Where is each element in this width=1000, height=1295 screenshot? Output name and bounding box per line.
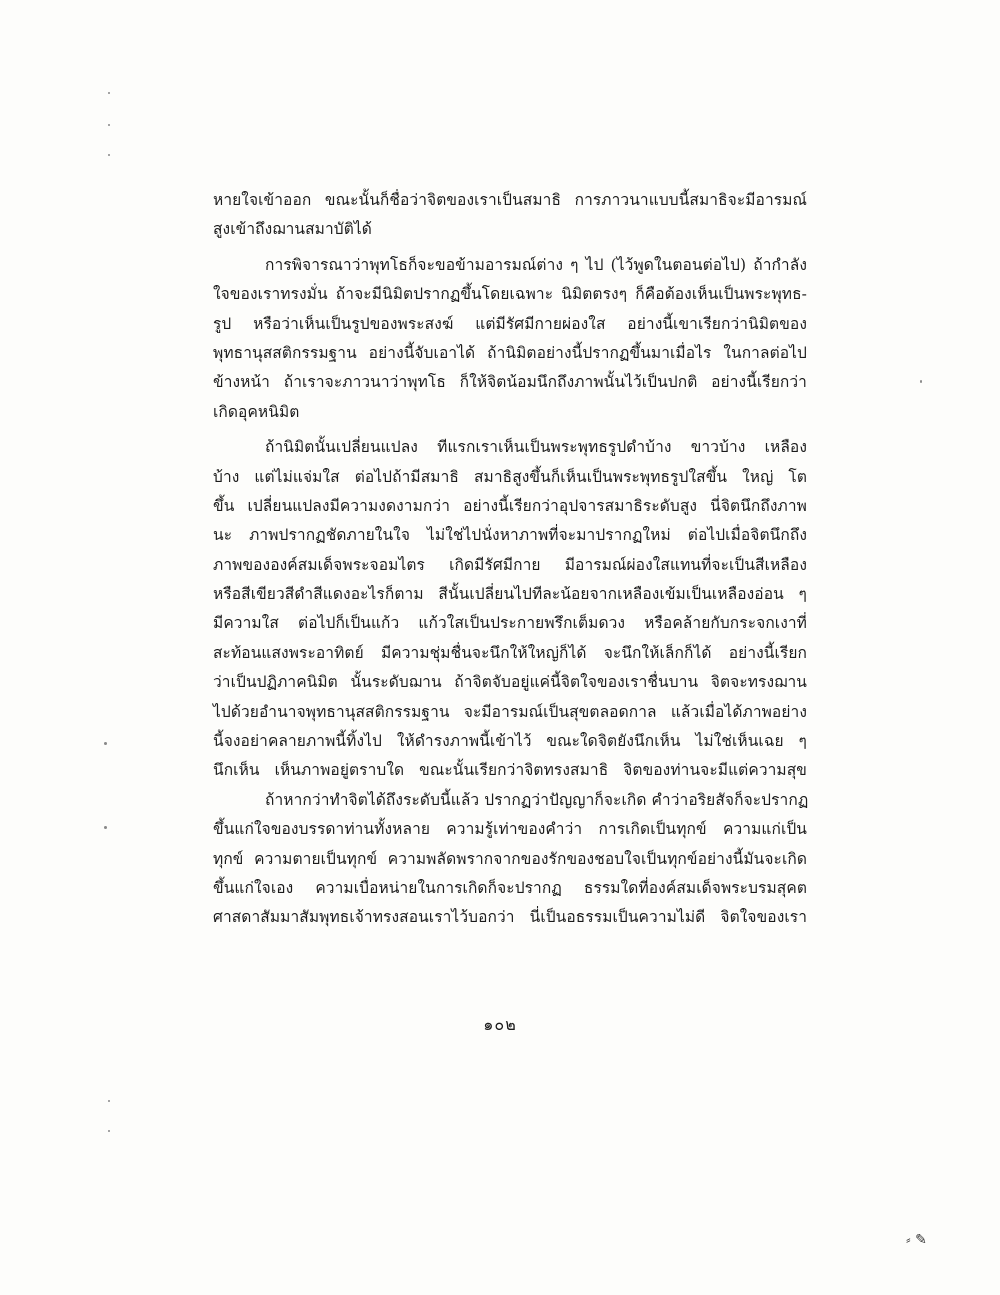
text-line: มีความใส ต่อไปก็เป็นแก้ว แก้วใสเป็นประกายพรึกเต็มดวง หรือคล้ายกับกระจกเงาที่ xyxy=(213,614,807,633)
text-line: ใจของเราทรงมั่น ถ้าจะมีนิมิตปรากฏขึ้นโดยเฉพาะ นิมิตตรงๆ ก็คือต้องเห็นเป็นพระพุทธ- xyxy=(213,285,807,304)
text-line: หรือสีเขียวสีดำสีแดงอะไรก็ตาม สีนั้นเปลี่ยนไปทีละน้อยจากเหลืองเข้มเป็นเหลืองอ่อน ๆ xyxy=(213,585,807,604)
scan-speck xyxy=(920,380,922,383)
text-line: สะท้อนแสงพระอาทิตย์ มีความชุ่มชื่นจะนึกให้ใหญ่ก็ได้ จะนึกให้เล็กก็ได้ อย่างนี้เรียก xyxy=(213,643,807,662)
text-line: ทุกข์ ความตายเป็นทุกข์ ความพลัดพรากจากของรักของชอบใจเป็นทุกข์อย่างนี้มันจะเกิด xyxy=(213,849,807,868)
scan-speck xyxy=(104,742,107,745)
text-line: พุทธานุสสติกรรมฐาน อย่างนี้จับเอาได้ ถ้านิมิตอย่างนี้ปรากฏขึ้นมาเมื่อไร ในกาลต่อไป xyxy=(213,343,807,362)
scan-mark: ⸗ ✎ xyxy=(906,1232,927,1248)
text-line: ขึ้น เปลี่ยนแปลงมีความงดงามกว่า อย่างนี้เรียกว่าอุปจารสมาธิระดับสูง นี่จิตนึกถึงภาพ xyxy=(213,496,807,515)
body-text xyxy=(213,186,807,933)
text-line: ขึ้นแก่ใจของบรรดาท่านทั้งหลาย ความรู้เท่าของคำว่า การเกิดเป็นทุกข์ ความแก่เป็น xyxy=(213,820,807,839)
text-line: เกิดอุคหนิมิต xyxy=(213,402,300,421)
text-line: ภาพขององค์สมเด็จพระจอมไตร เกิดมีรัศมีกาย มีอารมณ์ผ่องใสแทนที่จะเป็นสีเหลือง xyxy=(213,555,807,574)
text-line: นะ ภาพปรากฏชัดภายในใจ ไม่ใช่ไปนั่งหาภาพที่จะมาปรากฏใหม่ ต่อไปเมื่อจิตนึกถึง xyxy=(213,526,807,545)
text-line: การพิจารณาว่าพุทโธก็จะขอข้ามอารมณ์ต่าง ๆ ไป (ไว้พูดในตอนต่อไป) ถ้ากำลัง xyxy=(265,255,807,274)
text-line: บ้าง แต่ไม่แจ่มใส ต่อไปถ้ามีสมาธิ สมาธิสูงขึ้นก็เห็นเป็นพระพุทธรูปใสขึ้น ใหญ่ โต xyxy=(213,467,807,486)
text-line: รูป หรือว่าเห็นเป็นรูปของพระสงฆ์ แต่มีรัศมีกายผ่องใส อย่างนี้เขาเรียกว่านิมิตของ xyxy=(213,314,807,333)
text-line: ขึ้นแก่ใจเอง ความเบื่อหน่ายในการเกิดก็จะปรากฏ ธรรมใดที่องค์สมเด็จพระบรมสุคต xyxy=(213,878,807,897)
scan-speck xyxy=(108,154,110,156)
text-line: นึกเห็น เห็นภาพอยู่ตราบใด ขณะนั้นเรียกว่าจิตทรงสมาธิ จิตของท่านจะมีแต่ความสุข xyxy=(213,761,807,780)
scan-speck xyxy=(108,1130,110,1132)
scan-speck xyxy=(108,92,110,94)
text-line: นี้จงอย่าคลายภาพนี้ทิ้งไป ให้ดำรงภาพนี้เข้าไว้ ขณะใดจิตยังนึกเห็น ไม่ใช่เห็นเฉย ๆ xyxy=(213,732,807,751)
text-line: ว่าเป็นปฏิภาคนิมิต นั้นระดับฌาน ถ้าจิตจับอยู่แค่นี้จิตใจของเราชื่นบาน จิตจะทรงฌาน xyxy=(213,673,807,692)
text-line: หายใจเข้าออก ขณะนั้นก็ชื่อว่าจิตของเราเป็นสมาธิ การภาวนาแบบนี้สมาธิจะมีอารมณ์ xyxy=(213,191,807,209)
text-line: ถ้านิมิตนั้นเปลี่ยนแปลง ทีแรกเราเห็นเป็นพระพุทธรูปดำบ้าง ขาวบ้าง เหลือง xyxy=(265,438,807,457)
scan-speck xyxy=(104,826,107,829)
scan-speck xyxy=(108,124,110,126)
text-line: สูงเข้าถึงฌานสมาบัติได้ xyxy=(213,220,372,239)
text-line: ข้างหน้า ถ้าเราจะภาวนาว่าพุทโธ ก็ให้จิตน้อมนึกถึงภาพนั้นไว้เป็นปกติ อย่างนี้เรียกว่า xyxy=(213,373,807,392)
scan-speck xyxy=(108,1100,110,1102)
text-line: ไปด้วยอำนาจพุทธานุสสติกรรมฐาน จะมีอารมณ์เป็นสุขตลอดกาล แล้วเมื่อได้ภาพอย่าง xyxy=(213,702,807,721)
page-number: ๑๐๒ xyxy=(483,1015,517,1034)
text-line: ถ้าหากว่าทำจิตได้ถึงระดับนี้แล้ว ปรากฏว่าปัญญาก็จะเกิด คำว่าอริยสัจก็จะปรากฏ xyxy=(265,790,809,809)
text-line: ศาสดาสัมมาสัมพุทธเจ้าทรงสอนเราไว้บอกว่า นี่เป็นอธรรมเป็นความไม่ดี จิตใจของเรา xyxy=(213,908,807,927)
